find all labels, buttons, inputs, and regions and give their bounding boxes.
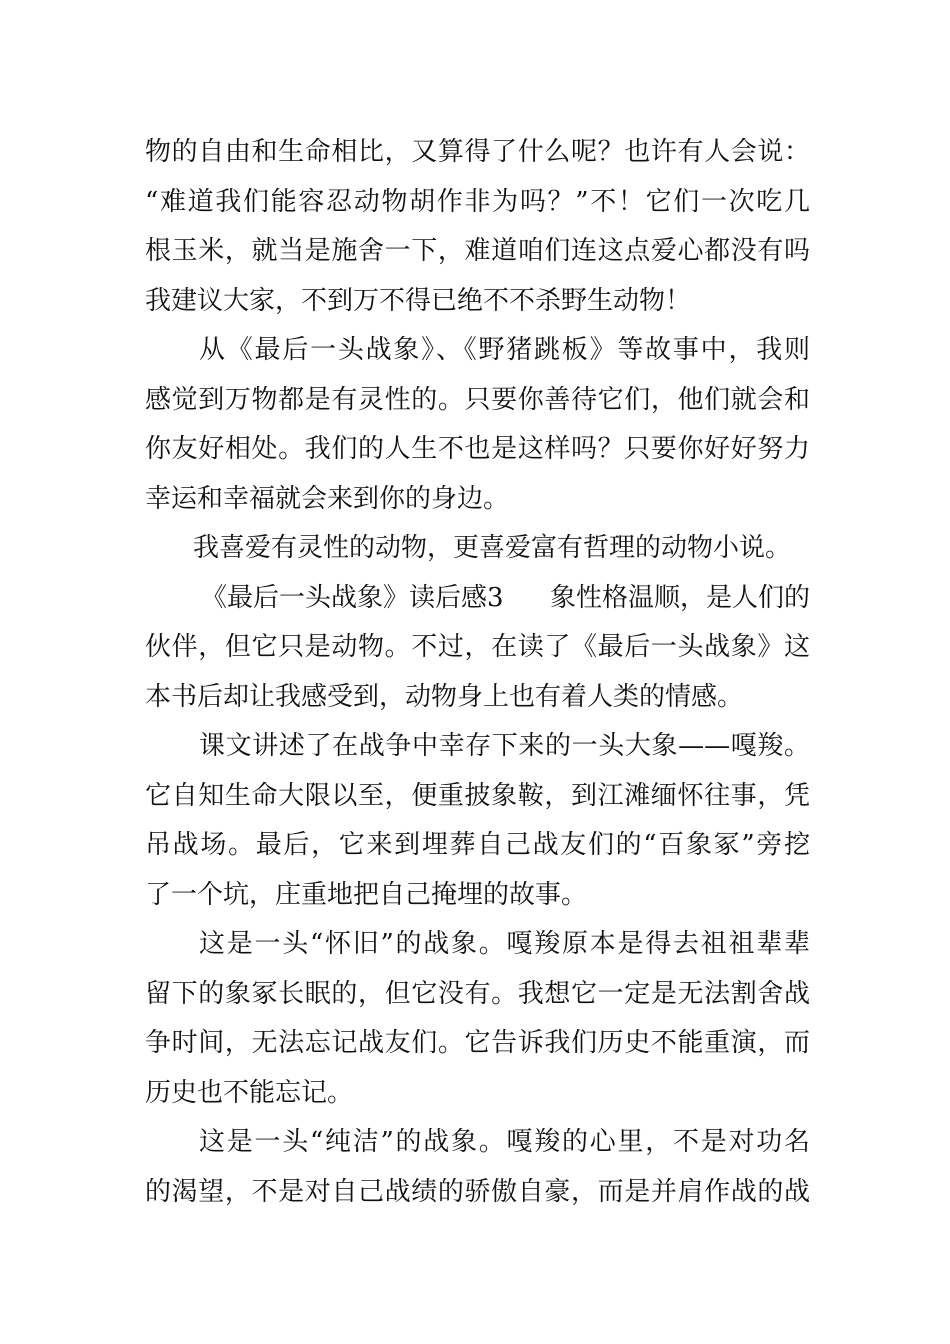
text-line-continuation: 象性格温顺，是人们的 bbox=[549, 582, 810, 613]
text-line: 争时间，无法忘记战友们。它告诉我们历史不能重演，而 bbox=[145, 1028, 810, 1058]
text-line: 它自知生命大限以至，便重披象鞍，到江滩缅怀往事，凭 bbox=[145, 780, 810, 811]
text-line: 我喜爱有灵性的动物，更喜爱富有哲理的动物小说。 bbox=[193, 533, 792, 563]
essay-heading: 《最后一头战象》读后感3 bbox=[201, 582, 504, 613]
text-line: 吊战场。最后，它来到埋葬自己战友们的“百象冢”旁挖 bbox=[145, 830, 810, 860]
text-line: 你友好相处。我们的人生不也是这样吗？只要你好好努力 bbox=[145, 434, 810, 464]
document-body bbox=[145, 128, 810, 1217]
text-line: 的渴望，不是对自己战绩的骄傲自豪，而是并肩作战的战 bbox=[145, 1176, 810, 1207]
text-line: 课文讲述了在战争中幸存下来的一头大象——嘎羧。 bbox=[199, 731, 810, 761]
text-line bbox=[145, 574, 810, 624]
text-line: 这是一头“纯洁”的战象。嘎羧的心里，不是对功名 bbox=[199, 1127, 810, 1157]
text-line: 留下的象冢长眠的，但它没有。我想它一定是无法割舍战 bbox=[145, 978, 810, 1009]
text-line: 根玉米，就当是施舍一下，难道咱们连这点爱心都没有吗 bbox=[145, 236, 810, 266]
text-line: 历史也不能忘记。 bbox=[145, 1077, 354, 1108]
text-line: 物的自由和生命相比，又算得了什么呢？也许有人会说： bbox=[145, 137, 810, 167]
text-line: 这是一头“怀旧”的战象。嘎羧原本是得去祖祖辈辈 bbox=[199, 929, 810, 959]
text-line: 我建议大家，不到万不得已绝不不杀野生动物！ bbox=[145, 285, 692, 316]
text-line: 从《最后一头战象》、《野猪跳板》等故事中，我则 bbox=[199, 335, 810, 365]
text-line: 感觉到万物都是有灵性的。只要你善待它们，他们就会和 bbox=[145, 384, 810, 415]
text-line: 了一个坑，庄重地把自己掩埋的故事。 bbox=[145, 879, 588, 910]
text-line: 本书后却让我感受到，动物身上也有着人类的情感。 bbox=[145, 681, 744, 712]
text-line: 伙伴，但它只是动物。不过，在读了《最后一头战象》这 bbox=[145, 632, 810, 662]
text-line: “难道我们能容忍动物胡作非为吗？”不！它们一次吃几 bbox=[145, 186, 810, 217]
text-line: 幸运和幸福就会来到你的身边。 bbox=[145, 483, 510, 514]
